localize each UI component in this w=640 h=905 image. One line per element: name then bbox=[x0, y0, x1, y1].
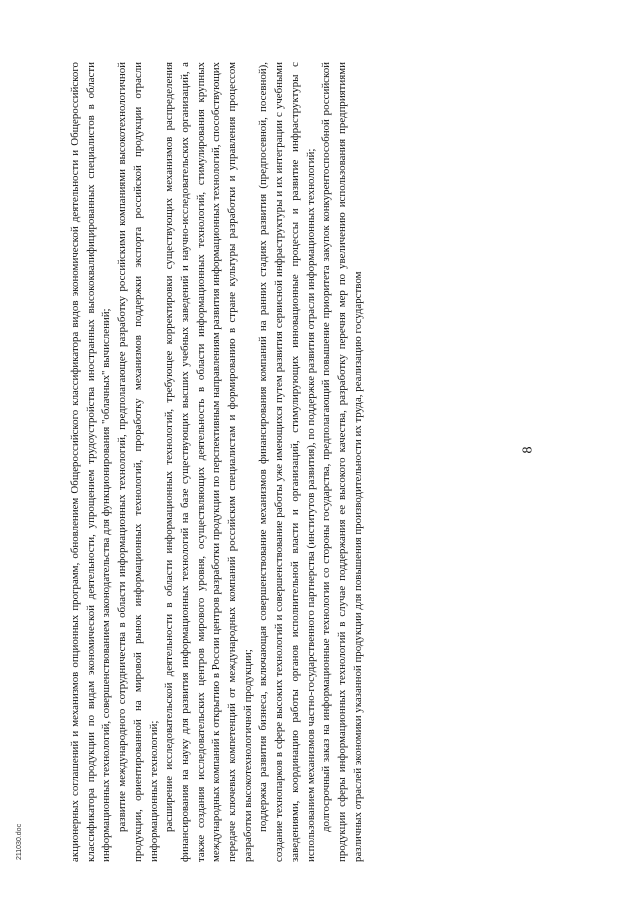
paragraph: развитие международного сотрудничества в области информационных технологий, предполагающее разработку российскими компаниями высокотехнологичной продукции, ориентированной на мировой рынок информационных технологий, проработку механизмов поддержки экспорта российской продукции отрасли информационных технологий; bbox=[116, 62, 160, 862]
paragraph: долгосрочный заказ на информационные технологии со стороны государства, предполагающий повышение приоритета закупок конкурентоспособной российской продукции сферы информационных технологий в случае поддержания ее высокого качества, разработку перечня мер по увеличению использования предприятиями различных отраслей экономики указанной продукции для повышения производительности их труда, реализацию государством bbox=[320, 62, 364, 862]
document-footer-code: 211030.doc bbox=[16, 823, 23, 860]
document-body bbox=[68, 62, 366, 862]
paragraph: расширение исследовательской деятельности в области информационных технологий, требующее корректировки существующих механизмов распределения финансирования на науку для развития информационных технологий на базе существующих высших учебных заведений и научно-исследовательских организаций, а также создания исследовательских центров мирового уровня, осуществляющих деятельность в области информационных технологий, стимулирования крупных международных компаний к открытию в России центров разработки продукции по перспективным направлениям развития информационных технологий, способствующих передаче ключевых компетенций от международных компаний российским специалистам и формированию в стране культуры разработки и управления процессом разработки высокотехнологичной продукции; bbox=[163, 62, 254, 862]
paragraph: поддержка развития бизнеса, включающая совершенствование механизмов финансирования компаний на ранних стадиях развития (предпосевной, посевной), создание технопарков в сфере высоких технологий и совершенствование работы уже имеющихся путем развития сервисной инфраструктуры и их интеграции с учебными заведениями, координацию работы органов исполнительной власти и организаций, стимулирующих инновационные процессы и развитие инфраструктуры с использованием механизмов частно-государственного партнерства (институтов развития), по поддержке развития отрасли информационных технологий; bbox=[257, 62, 317, 862]
page-number: 8 bbox=[520, 446, 536, 454]
document-page bbox=[68, 62, 548, 862]
paragraph: акционерных соглашений и механизмов опционных программ, обновлением Общероссийского классификатора видов экономической деятельности и Общероссийского классификатора продукции по видам экономической деятельности, упрощением трудоустройства иностранных высококвалифицированных специалистов в области информационных технологий, совершенствованием законодательства для функционирования "облачных" вычислений; bbox=[69, 62, 113, 862]
